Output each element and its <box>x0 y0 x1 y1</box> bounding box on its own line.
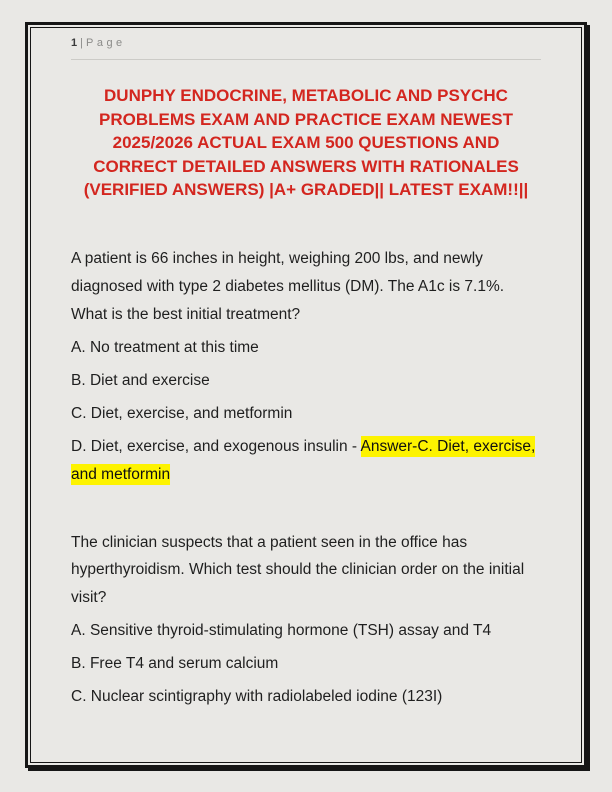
question-2-text: The clinician suspects that a patient seen in the office has hyperthyroidism. Which test should the clinician order on the initial visit? <box>71 533 525 607</box>
question-1-option-c: C. Diet, exercise, and metformin <box>71 404 293 422</box>
question-1-option-d <box>71 433 541 489</box>
document-title: DUNPHY ENDOCRINE, METABOLIC AND PSYCHC PROBLEMS EXAM AND PRACTICE EXAM NEWEST 2025/2026 ACTUAL EXAM 500 QUESTIONS AND CORRECT DETAILED ANSWERS WITH RATIONALES (VERIFIED ANSWERS) |A+ GRADED|| LATEST EXAM!!|| <box>83 86 529 199</box>
page-header <box>71 37 541 60</box>
question-1-option-a: A. No treatment at this time <box>71 339 259 357</box>
question-2-option-a: A. Sensitive thyroid-stimulating hormone (TSH) assay and T4 <box>71 622 492 640</box>
page-content <box>31 28 581 762</box>
question-1-option-d-text: D. Diet, exercise, and exogenous insulin - <box>71 437 361 455</box>
page-border-frame <box>25 22 587 768</box>
question-1-option-b: B. Diet and exercise <box>71 372 210 390</box>
question-2-option-c: C. Nuclear scintigraphy with radiolabeled iodine (123I) <box>71 688 443 706</box>
question-1-text: A patient is 66 inches in height, weighing 200 lbs, and newly diagnosed with type 2 diabetes mellitus (DM). The A1c is 7.1%. What is the best initial treatment? <box>71 250 505 324</box>
page-number: 1 <box>71 37 79 49</box>
question-2-option-b: B. Free T4 and serum calcium <box>71 655 279 673</box>
question-1-answer-highlight: Answer-C. Diet, exercise, and metformin <box>71 437 536 483</box>
page-border-inner-line <box>30 27 582 763</box>
page-header-separator: | <box>80 37 83 49</box>
page-header-label: Page <box>85 37 126 49</box>
